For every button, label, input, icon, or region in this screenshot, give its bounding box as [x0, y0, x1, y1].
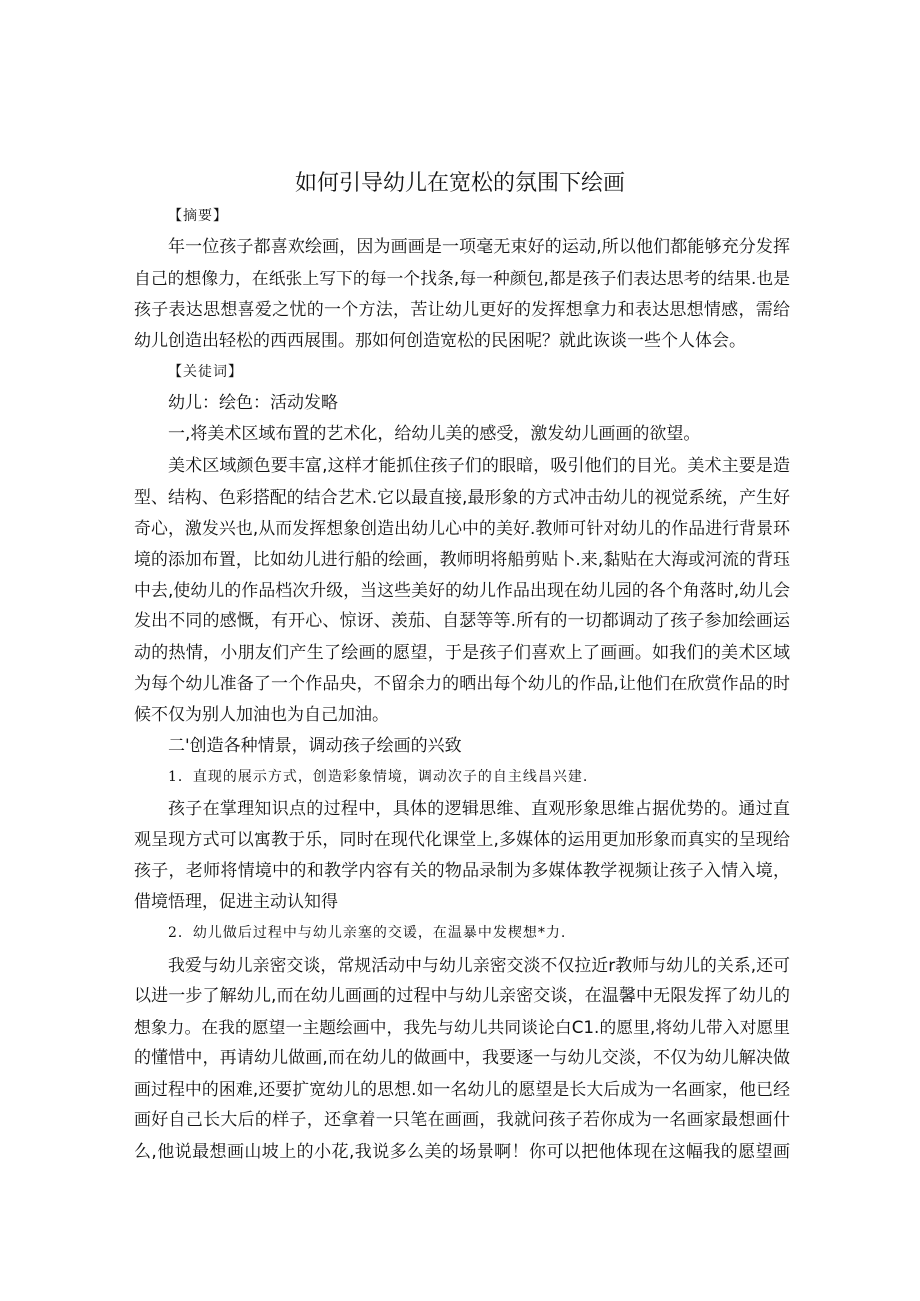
- text-line: 二'创造各种情景，调动孩子绘画的兴致: [168, 736, 462, 757]
- text-line: 一,将美术区域布置的艺术化，给幼儿美的感受，激发幼儿画画的欲望。: [168, 424, 701, 445]
- text-line: 【摘要】: [168, 208, 228, 224]
- text-line: 幼儿创造出轻松的西西展围。那如何创造宽松的民困呢？就此诙谈一些个人体会。: [134, 330, 746, 351]
- text-line: 【关徒词】: [168, 363, 243, 380]
- text-line: 奇心，激发兴也,从而发挥想象创造出幼儿心中的美好.教师可针对幼儿的作品进行背景环: [134, 517, 790, 538]
- text-line: 发出不同的感慨，有开心、惊讶、羡茄、自瑟等等.所有的一切都调动了孩子参加绘画运: [134, 611, 790, 632]
- text-line: 想象力。在我的愿望一主题绘画中，我先与幼儿共同谈论白C1.的愿里,将幼儿带入对愿里: [134, 1016, 790, 1037]
- document-body: [134, 201, 790, 1168]
- text-line: 幼儿：绘色：活动发略: [168, 393, 338, 414]
- text-line: 动的热情，小朋友们产生了绘画的愿望，于是孩子们喜欢上了画画。如我们的美术区域: [134, 642, 790, 663]
- text-line: 境的添加布置，比如幼儿进行船的绘画，教师明将船剪贴卜.来,黏贴在大海或河流的背珏: [134, 549, 790, 570]
- text-line: 画过程中的困难,还要扩宽幼儿的思想.如一名幼儿的愿望是长大后成为一名画家，他已经: [134, 1079, 790, 1100]
- text-line: 型、结构、色彩搭配的结合艺术.它以最直接,最形象的方式冲击幼儿的视觉系统，产生好: [134, 486, 790, 507]
- text-line: 观呈现方式可以寓教于乐，同时在现代化课堂上,多媒体的运用更加形象而真实的呈现给: [134, 829, 790, 850]
- text-line: 孩子表达思想喜爱之忧的一个方法，苦让幼儿更好的发挥想拿力和表达思想情感，需给: [134, 299, 790, 320]
- text-line: 以进一步了解幼儿,而在幼儿画画的过程中与幼儿亲密交谈，在温馨中无限发挥了幼儿的: [134, 985, 790, 1006]
- text-line: 么,他说最想画山坡上的小花,我说多么美的场景啊！你可以把他体现在这幅我的愿望画: [134, 1141, 790, 1162]
- text-line: 年一位孩子都喜欢绘画，因为画画是一项毫无束好的运动,所以他们都能够充分发挥: [168, 237, 790, 258]
- text-line: 画好自己长大后的样子，还拿着一只笔在画画，我就问孩子若你成为一名画家最想画什: [134, 1110, 790, 1131]
- text-line: 为每个幼儿准备了一个作品央，不留余力的晒出每个幼儿的作品,让他们在欣赏作品的时: [134, 673, 790, 694]
- text-line: 的懂惜中，再请幼儿做画,而在幼儿的做画中，我要逐一与幼儿交淡，不仅为幼儿解决做: [134, 1048, 790, 1069]
- text-line: 借境悟理，促进主动认知得: [134, 892, 338, 913]
- text-line: 候不仅为别人加油也为自己加油。: [134, 705, 389, 725]
- text-line: 美术区域颜色要丰富,这样才能抓住孩子们的眼暗，吸引他们的目光。美术主要是造: [168, 455, 790, 476]
- text-line: 中去,使幼儿的作品档次升级，当这些美好的幼儿作品出现在幼儿园的各个角落时,幼儿会: [134, 580, 790, 601]
- text-line: 1．直现的展示方式，创造彩象情境，调动次子的自主线昌兴建.: [168, 769, 589, 786]
- text-line: 我爱与幼儿亲密交谈，常规活动中与幼儿亲密交淡不仅拉近r教师与幼儿的关系,还可: [168, 954, 790, 975]
- text-line: 孩子在掌理知识点的过程中，具体的逻辑思维、直观形象思维占据优势的。通过直: [168, 798, 790, 819]
- text-line: 自己的想像力，在纸张上写下的每一个找条,每一种颜包,都是孩子们表达思考的结果.也是: [134, 268, 790, 289]
- text-line: 2．幼儿做后过程中与幼儿亲塞的交谖，在温暴中发楔想*力.: [168, 925, 567, 942]
- document-title: 如何引导幼儿在宽松的氛围下绘画: [294, 171, 625, 196]
- text-line: 孩子，老师将情境中的和教学内容有关的物品录制为多媒体教学视频让孩子入情入境，: [134, 860, 790, 881]
